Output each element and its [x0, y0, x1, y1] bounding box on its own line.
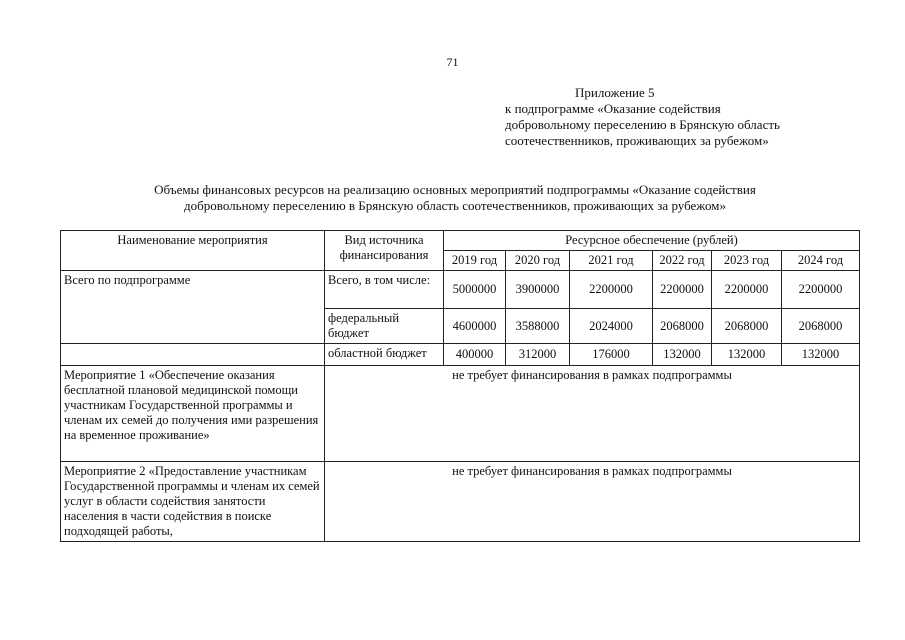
financing-table	[60, 230, 860, 542]
event-note: не требует финансирования в рамках подпрограммы	[325, 366, 860, 462]
row-value: 4600000	[444, 309, 506, 344]
row-name	[61, 344, 325, 366]
header-year: 2023 год	[712, 251, 782, 271]
row-source: федеральный бюджет	[325, 309, 444, 344]
table-row	[61, 344, 860, 366]
document-title	[60, 182, 850, 214]
appendix-line: добровольному переселению в Брянскую область	[505, 117, 780, 132]
row-value: 5000000	[444, 271, 506, 309]
header-year: 2024 год	[782, 251, 860, 271]
row-value: 176000	[570, 344, 653, 366]
row-value: 2200000	[653, 271, 712, 309]
header-event-name: Наименование мероприятия	[61, 231, 325, 271]
document-title-line: Объемы финансовых ресурсов на реализацию основных мероприятий подпрограммы «Оказание содействия	[154, 182, 756, 197]
table-row	[61, 366, 860, 462]
header-resources: Ресурсное обеспечение (рублей)	[444, 231, 860, 251]
appendix-line: соотечественников, проживающих за рубежом»	[505, 133, 769, 148]
row-value: 3900000	[506, 271, 570, 309]
document-title-line: добровольному переселению в Брянскую область соотечественников, проживающих за рубежом»	[184, 198, 726, 213]
row-value: 312000	[506, 344, 570, 366]
row-value: 3588000	[506, 309, 570, 344]
row-name: Всего по подпрограмме	[61, 271, 325, 344]
event-name: Мероприятие 2 «Предоставление участникам Государственной программы и членам их семей услуг в области содействия занятости населения в части содействия в поиске подходящей работы,	[61, 462, 325, 542]
row-value: 400000	[444, 344, 506, 366]
row-value: 2068000	[712, 309, 782, 344]
row-source: областной бюджет	[325, 344, 444, 366]
row-value: 2024000	[570, 309, 653, 344]
event-name: Мероприятие 1 «Обеспечение оказания бесплатной плановой медицинской помощи участникам Государственной программы и членам их семей до получения ими разрешения на временное проживание»	[61, 366, 325, 462]
row-value: 132000	[782, 344, 860, 366]
row-value: 132000	[653, 344, 712, 366]
row-source: Всего, в том числе:	[325, 271, 444, 309]
header-year: 2019 год	[444, 251, 506, 271]
row-value: 132000	[712, 344, 782, 366]
row-value: 2200000	[782, 271, 860, 309]
row-value: 2068000	[782, 309, 860, 344]
row-value: 2200000	[570, 271, 653, 309]
row-value: 2068000	[653, 309, 712, 344]
row-value: 2200000	[712, 271, 782, 309]
page-number: 71	[446, 55, 459, 69]
appendix-block	[505, 85, 865, 149]
header-year: 2022 год	[653, 251, 712, 271]
appendix-title: Приложение 5	[575, 85, 655, 100]
table-row	[61, 462, 860, 542]
table-row	[61, 271, 860, 309]
appendix-line: к подпрограмме «Оказание содействия	[505, 101, 721, 116]
header-funding-source: Вид источника финансирования	[325, 231, 444, 271]
header-year: 2020 год	[506, 251, 570, 271]
header-year: 2021 год	[570, 251, 653, 271]
event-note: не требует финансирования в рамках подпрограммы	[325, 462, 860, 542]
